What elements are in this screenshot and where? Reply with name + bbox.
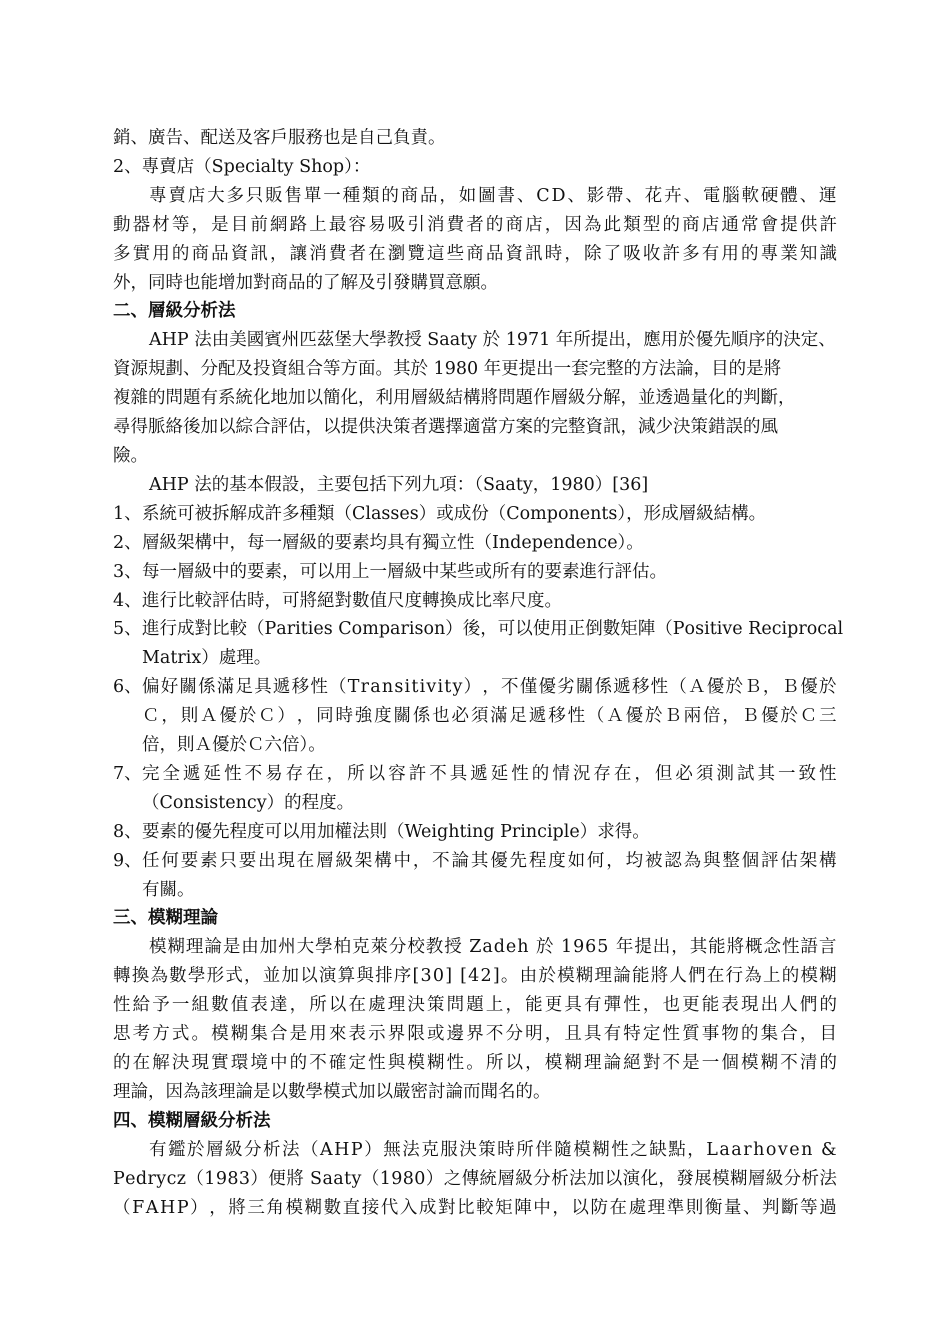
list-text: 完 全 遞 延 性 不 易 存 在 ， 所 以 容 許 不 具 遞 延 性 的 情 況 存 在 ， 但 必 須 測 試 其 一 致 性 (142, 763, 837, 784)
paragraph-line: 有 鑑 於 層 級 分 析 法 （ A H P ） 無 法 克 服 決 策 時 所 伴 隨 模 糊 性 之 缺 點 ， L a a r h o v e n & (149, 1139, 837, 1160)
paragraph-line: 專 賣 店 大 多 只 販 售 單 一 種 類 的 商 品 ， 如 圖 書 、 C D 、 影 帶 、 花 卉 、 電 腦 軟 硬 體 、 運 (149, 185, 837, 206)
paragraph-line: AHP 法由美國賓州匹茲堡大學教授 Saaty 於 1971 年所提出，應用於優先順序的決定、 (149, 330, 836, 351)
list-number: 6、 (113, 677, 142, 698)
list-item-title: 2、專賣店（Specialty Shop）： (113, 156, 371, 177)
list-item (113, 615, 844, 673)
paragraph-line: 思 考 方 式 。 模 糊 集 合 是 用 來 表 示 界 限 或 邊 界 不 分 明 ， 且 具 有 特 定 性 質 事 物 的 集 合 ， 目 (113, 1024, 837, 1045)
section-heading: 二、層級分析法 (113, 301, 236, 322)
list-number: 5、 (113, 619, 142, 640)
list-item (113, 818, 837, 847)
list-item (113, 760, 837, 818)
paragraph-line: （ F A H P ） ， 將 三 角 模 糊 數 直 接 代 入 成 對 比 較 矩 陣 中 ， 以 防 在 處 理 準 則 衡 量 、 判 斷 等 過 (113, 1197, 837, 1218)
paragraph-line: 複雜的問題有系統化地加以簡化，利用層級結構將問題作層級分解，並透過量化的判斷， (113, 388, 796, 409)
list-text: 每一層級中的要素，可以用上一層級中某些或所有的要素進行評估。 (142, 561, 667, 582)
paragraph-line: 動 器 材 等 ， 是 目 前 網 路 上 最 容 易 吸 引 消 費 者 的 商 店 ， 因 為 此 類 型 的 商 店 通 常 會 提 供 許 (113, 214, 837, 235)
list-text: 進行比較評估時，可將絕對數值尺度轉換成比率尺度。 (142, 590, 562, 611)
section-heading: 三、模糊理論 (113, 908, 218, 929)
paragraph-line: 的 在 解 決 現 實 環 境 中 的 不 確 定 性 與 模 糊 性 。 所 以 ， 模 糊 理 論 絕 對 不 是 一 個 模 糊 不 清 的 (113, 1053, 837, 1073)
paragraph-line: P e d r y c z （ 1 9 8 3 ） 便 將 S a a t y （ 1 9 8 0 ） 之 傳 統 層 級 分 析 法 加 以 演 化 ， 發 展 模 糊 層 級 分 析 法 (113, 1168, 837, 1189)
list-item (113, 587, 837, 616)
list-number: 8、 (113, 821, 142, 842)
paragraph-line: AHP 法的基本假設，主要包括下列九項：（Saaty，1980）[36] (149, 474, 649, 495)
paragraph-line: 險。 (113, 445, 148, 466)
list-text: 任 何 要 素 只 要 出 現 在 層 級 架 構 中 ， 不 論 其 優 先 程 度 如 何 ， 均 被 認 為 與 整 個 評 估 架 構 (142, 850, 837, 871)
paragraph-line: 性 給 予 一 組 數 值 表 達 ， 所 以 在 處 理 決 策 問 題 上 ， 能 更 具 有 彈 性 ， 也 更 能 表 現 出 人 們 的 (113, 995, 837, 1016)
paragraph-line: 外，同時也能增加對商品的了解及引發購買意願。 (113, 272, 498, 293)
paragraph-line: 轉 換 為 數 學 形 式 ， 並 加 以 演 算 與 排 序 [ 3 0 ] [ 4 2 ] 。 由 於 模 糊 理 論 能 將 人 們 在 行 為 上 的 模 糊 (113, 966, 837, 987)
list-item (113, 529, 837, 558)
list-text: 倍，則Ａ優於Ｃ六倍）。 (142, 735, 326, 756)
body-text: 銷、廣告、配送及客戶服務也是自己負責。 (113, 128, 446, 148)
list-text: 偏 好 關 係 滿 足 具 遞 移 性 （ T r a n s i t i v i t y ） ， 不 僅 優 劣 關 係 遞 移 性 （ Ａ 優 於 Ｂ ， Ｂ 優 於 (142, 677, 837, 698)
list-item (113, 500, 837, 529)
list-number: 1、 (113, 503, 142, 524)
paragraph-line: 理論，因為該理論是以數學模式加以嚴密討論而聞名的。 (113, 1081, 551, 1102)
paragraph-line: 資源規劃、分配及投資組合等方面。其於 1980 年更提出一套完整的方法論，目的是將 (113, 359, 782, 380)
list-text: 層級架構中，每一層級的要素均具有獨立性（Independence）。 (142, 532, 644, 553)
list-number: 7、 (113, 763, 142, 784)
list-text: 進 行 成 對 比 較 （ P a r i t i e s C o m p a r i s o n ） 後 ， 可 以 使 用 正 倒 數 矩 陣 （ P o s i t i v e R e c i p r o c a l (142, 619, 844, 640)
paragraph-line: 多 實 用 的 商 品 資 訊 ， 讓 消 費 者 在 瀏 覽 這 些 商 品 資 訊 時 ， 除 了 吸 收 許 多 有 用 的 專 業 知 識 (113, 243, 837, 264)
list-number: 3、 (113, 561, 142, 582)
list-text: 有關。 (142, 879, 195, 900)
list-number: 9、 (113, 850, 142, 871)
list-text: Matrix）處理。 (142, 648, 272, 669)
list-item (113, 673, 837, 760)
document-page (113, 124, 844, 1222)
list-text: Ｃ ， 則 Ａ 優 於 Ｃ ） ， 同 時 強 度 關 係 也 必 須 滿 足 遞 移 性 （ Ａ 優 於 Ｂ 兩 倍 ， Ｂ 優 於 Ｃ 三 (142, 706, 837, 727)
section-heading: 四、模糊層級分析法 (113, 1110, 271, 1131)
list-text: 系統可被拆解成許多種類（Classes）或成份（Components），形成層級結構。 (142, 503, 767, 524)
list-text: （Consistency）的程度。 (142, 792, 355, 813)
list-item (113, 558, 837, 587)
list-number: 4、 (113, 590, 142, 611)
list-number: 2、 (113, 532, 142, 553)
paragraph-line: 模 糊 理 論 是 由 加 州 大 學 柏 克 萊 分 校 教 授 Z a d e h 於 1 9 6 5 年 提 出 ， 其 能 將 概 念 性 語 言 (149, 937, 837, 958)
list-text: 要素的優先程度可以用加權法則（Weighting Principle）求得。 (142, 821, 650, 842)
list-item (113, 847, 837, 905)
paragraph-line: 尋得脈絡後加以綜合評估，以提供決策者選擇適當方案的完整資訊，減少決策錯誤的風 (113, 417, 778, 438)
